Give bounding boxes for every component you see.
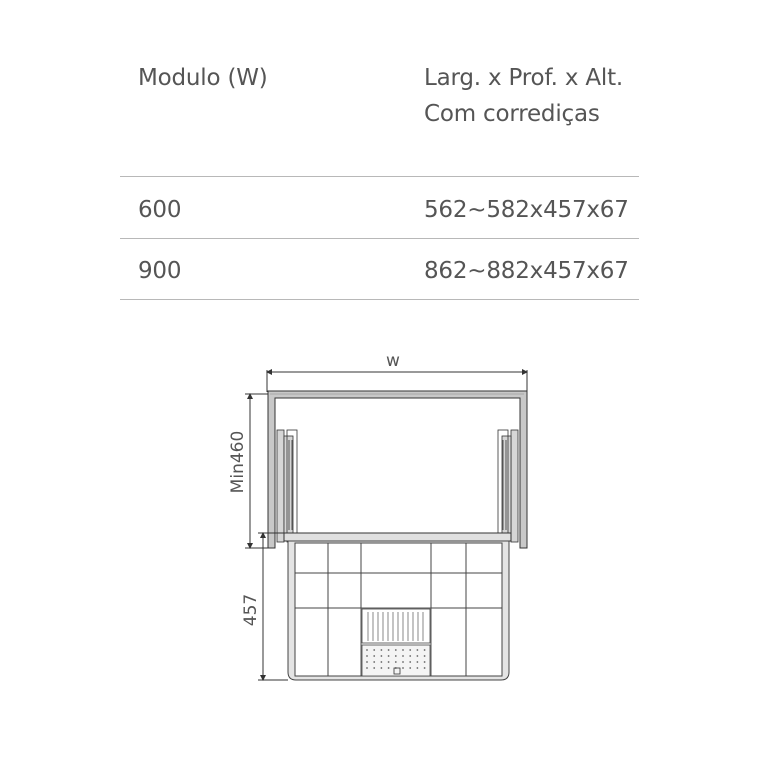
tray-dot bbox=[381, 667, 383, 669]
right-slide bbox=[498, 430, 518, 542]
tray-dot bbox=[395, 655, 397, 657]
tray-dot bbox=[424, 661, 426, 663]
tray-dot bbox=[424, 667, 426, 669]
row-module-900: 900 bbox=[138, 258, 182, 284]
tray-dot bbox=[417, 649, 419, 651]
tray-dot bbox=[366, 667, 368, 669]
tray-dot bbox=[424, 655, 426, 657]
row-dims-900: 862~882x457x67 bbox=[424, 258, 629, 284]
tray-dot bbox=[409, 661, 411, 663]
tray-dot bbox=[373, 649, 375, 651]
width-label: w bbox=[386, 351, 400, 371]
drawer-front bbox=[284, 533, 511, 541]
tray-dot bbox=[417, 655, 419, 657]
cabinet-frame bbox=[268, 391, 527, 548]
header-module: Modulo (W) bbox=[138, 65, 268, 91]
tray-dot bbox=[409, 649, 411, 651]
tray-dot bbox=[366, 655, 368, 657]
left-slide bbox=[277, 430, 297, 542]
tray-dot bbox=[388, 667, 390, 669]
tray-dot bbox=[417, 667, 419, 669]
tray-dot bbox=[388, 655, 390, 657]
tray-dot bbox=[388, 661, 390, 663]
tray-dot bbox=[373, 661, 375, 663]
tray-dot bbox=[395, 649, 397, 651]
header-slides-note: Com corrediças bbox=[424, 101, 600, 127]
tray-dot bbox=[409, 667, 411, 669]
row-module-600: 600 bbox=[138, 197, 182, 223]
tray-dot bbox=[402, 661, 404, 663]
tray-dot bbox=[402, 667, 404, 669]
tray-dot bbox=[381, 661, 383, 663]
tray-dot bbox=[402, 655, 404, 657]
tray-dot bbox=[366, 661, 368, 663]
tray-dot bbox=[366, 649, 368, 651]
tray-dot bbox=[417, 661, 419, 663]
tray-dot bbox=[409, 655, 411, 657]
row-dims-600: 562~582x457x67 bbox=[424, 197, 629, 223]
depth-dimension bbox=[258, 533, 288, 680]
tray-dot bbox=[402, 649, 404, 651]
tray-dot bbox=[424, 649, 426, 651]
tray-dot bbox=[381, 655, 383, 657]
header-dimensions: Larg. x Prof. x Alt. bbox=[424, 65, 624, 91]
tray-dot bbox=[395, 661, 397, 663]
tray-dot bbox=[373, 667, 375, 669]
width-dimension bbox=[267, 370, 527, 392]
height-label: Min460 bbox=[228, 430, 248, 494]
tray-dot bbox=[373, 655, 375, 657]
depth-label: 457 bbox=[241, 593, 261, 627]
tray-dot bbox=[381, 649, 383, 651]
tray-dot bbox=[388, 649, 390, 651]
